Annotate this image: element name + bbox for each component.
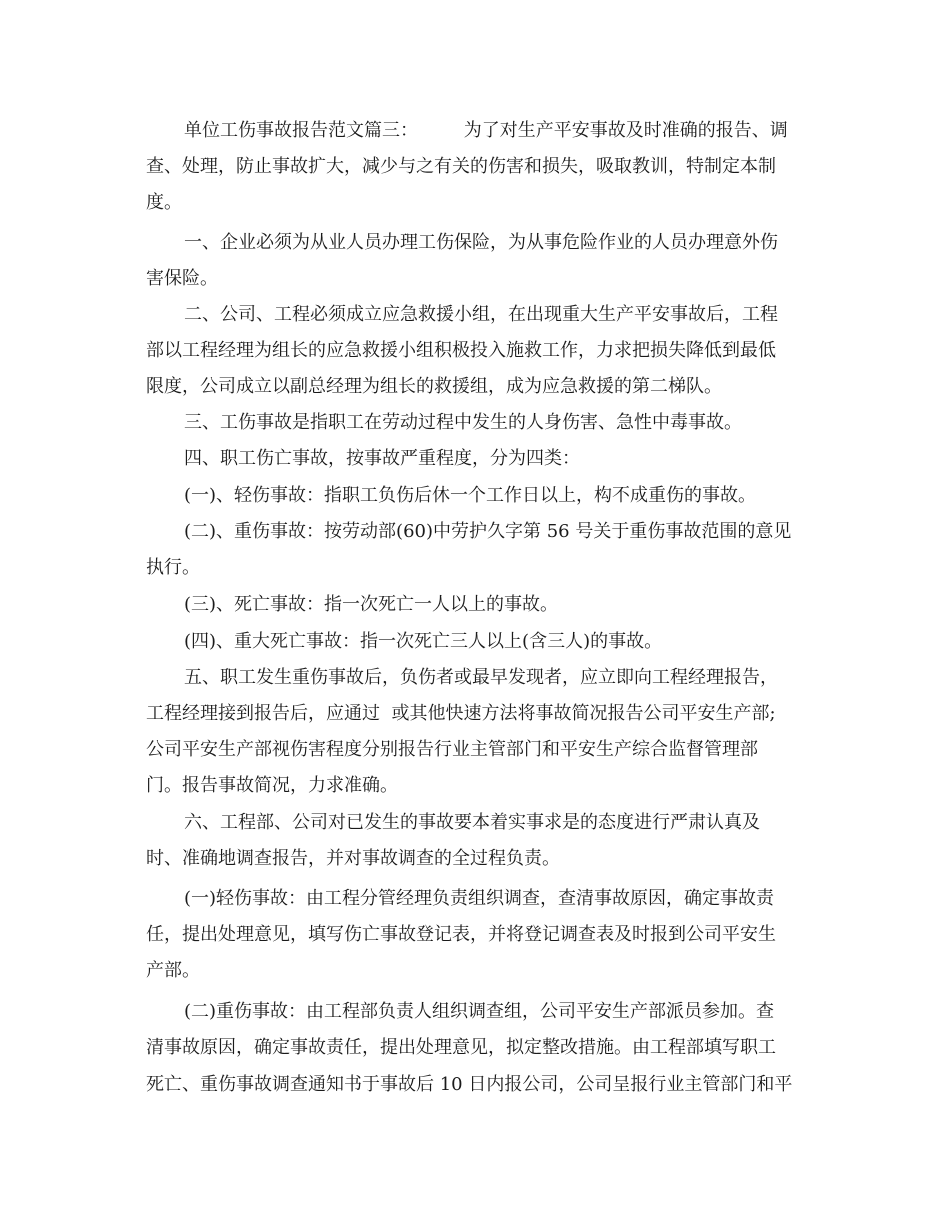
text-line: 一、企业必须为从业人员办理工伤保险，为从事危险作业的人员办理意外伤 — [184, 232, 778, 253]
text-line: 三、工伤事故是指职工在劳动过程中发生的人身伤害、急性中毒事故。 — [184, 412, 742, 433]
text-line: 害保险。 — [146, 268, 218, 289]
text-line: 死亡、重伤事故调查通知书于事故后 10 日内报公司，公司呈报行业主管部门和平 — [146, 1074, 793, 1095]
text-line: 查、处理，防止事故扩大，减少与之有关的伤害和损失，吸取教训，特制定本制 — [146, 156, 776, 177]
text-line: 四、职工伤亡事故，按事故严重程度，分为四类： — [184, 448, 580, 469]
text-line: 任，提出处理意见，填写伤亡事故登记表，并将登记调查表及时报到公司平安生 — [146, 924, 776, 945]
text-line: (四)、重大死亡事故：指一次死亡三人以上(含三人)的事故。 — [184, 631, 663, 652]
text-line: (二)重伤事故：由工程部负责人组织调查组，公司平安生产部派员参加。查 — [184, 1001, 775, 1022]
text-line: 单位工伤事故报告范文篇三： 为了对生产平安事故及时准确的报告、调 — [184, 120, 788, 141]
text-line: 执行。 — [146, 557, 200, 578]
text-line: 五、职工发生重伤事故后，负伤者或最早发现者，应立即向工程经理报告， — [184, 667, 778, 688]
text-line: 清事故原因，确定事故责任，提出处理意见，拟定整改措施。由工程部填写职工 — [146, 1037, 776, 1058]
text-line: 门。报告事故简况，力求准确。 — [146, 775, 398, 796]
text-line: 六、工程部、公司对已发生的事故要本着实事求是的态度进行严肃认真及 — [184, 812, 760, 833]
text-line: 度。 — [146, 192, 182, 213]
text-line: (一)轻伤事故：由工程分管经理负责组织调查，查清事故原因，确定事故责 — [184, 888, 775, 909]
text-line: 公司平安生产部视伤害程度分别报告行业主管部门和平安生产综合监督管理部 — [146, 739, 758, 760]
text-line: 部以工程经理为组长的应急救援小组积极投入施救工作，力求把损失降低到最低 — [146, 340, 776, 361]
text-line: 时、准确地调查报告，并对事故调查的全过程负责。 — [146, 848, 560, 869]
text-line: (一)、轻伤事故：指职工负伤后休一个工作日以上，构不成重伤的事故。 — [184, 485, 757, 506]
text-line: (三)、死亡事故：指一次死亡一人以上的事故。 — [184, 594, 559, 615]
text-line: (二)、重伤事故：按劳动部(60)中劳护久字第 56 号关于重伤事故范围的意见 — [184, 521, 792, 542]
text-line: 产部。 — [146, 960, 200, 981]
text-line: 工程经理接到报告后，应通过 或其他快速方法将事故简况报告公司平安生产部; — [146, 703, 776, 724]
text-line: 二、公司、工程必须成立应急救援小组，在出现重大生产平安事故后，工程 — [184, 304, 778, 325]
text-line: 限度，公司成立以副总经理为组长的救援组，成为应急救援的第二梯队。 — [146, 376, 722, 397]
